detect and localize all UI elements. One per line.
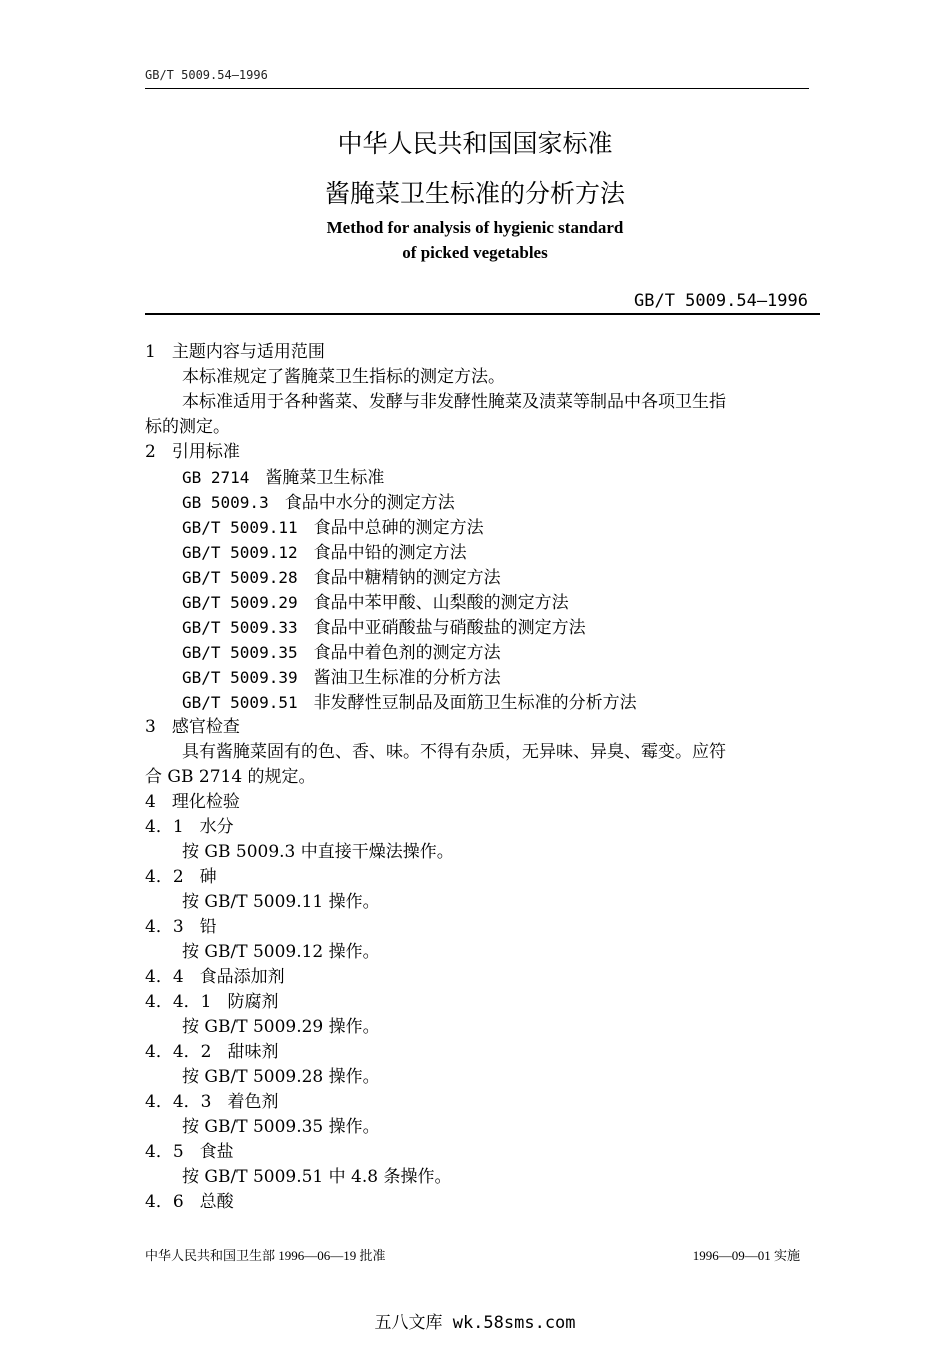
section-title: 主题内容与适用范围 [171,342,325,362]
subsection-heading [145,965,285,990]
header-rule [145,88,809,89]
subsection-number: 4．4 [145,967,184,987]
reference-item [182,540,467,565]
section-3-paragraph-line-1: 具有酱腌菜固有的色、香、味。不得有杂质，无异味、异臭、霉变。应符 [182,742,726,762]
subsection-number: 4．6 [145,1192,184,1212]
section-4-heading [145,790,240,815]
subsection-heading [145,990,278,1015]
footer-effective-date: 1996—09—01 实施 [692,1248,800,1263]
subsection-number: 4．3 [145,917,184,937]
subsection-number: 4．4．2 [145,1042,212,1062]
section-title: 理化检验 [171,792,240,812]
watermark: 五八文库 wk.58sms.com [374,1313,576,1333]
reference-code: GB/T 5009.33 [182,618,298,637]
subsection-title: 水分 [199,817,234,837]
subsection-title: 甜味剂 [227,1042,279,1062]
section-number: 3 [145,717,156,737]
subsection-number: 4．4．1 [145,992,212,1012]
reference-item [182,465,384,490]
subsection-number: 4．5 [145,1142,184,1162]
subsection-number: 4．4．3 [145,1092,212,1112]
reference-item [182,615,586,640]
reference-name: 食品中总砷的测定方法 [313,518,484,538]
reference-code: GB/T 5009.51 [182,693,298,712]
section-1-paragraph-2-line-2: 标的测定。 [145,417,230,437]
reference-item [182,515,484,540]
reference-code: GB/T 5009.12 [182,543,298,562]
subsection-heading [145,1140,234,1165]
subsection-heading [145,865,217,890]
subsection-title: 食品添加剂 [199,967,285,987]
subsection-text: 按 GB/T 5009.35 操作。 [182,1117,380,1137]
subsection-text: 按 GB/T 5009.11 操作。 [182,892,380,912]
reference-item [182,490,455,515]
subsection-title: 着色剂 [227,1092,279,1112]
title-document-en-line1: Method for analysis of hygienic standard [326,218,624,237]
subsection-title: 总酸 [199,1192,234,1212]
reference-code: GB/T 5009.39 [182,668,298,687]
section-number: 2 [145,442,156,462]
section-3-paragraph-line-2: 合 GB 2714 的规定。 [145,767,316,787]
reference-code: GB/T 5009.35 [182,643,298,662]
title-document-en-line2: of picked vegetables [402,243,548,262]
reference-code: GB/T 5009.11 [182,518,298,537]
section-number: 1 [145,342,156,362]
section-3-heading [145,715,240,740]
subsection-text: 按 GB/T 5009.28 操作。 [182,1067,380,1087]
reference-name: 食品中铅的测定方法 [313,543,467,563]
reference-name: 非发酵性豆制品及面筋卫生标准的分析方法 [313,693,637,713]
subsection-heading [145,815,234,840]
title-document-cn: 酱腌菜卫生标准的分析方法 [324,179,625,208]
subsection-title: 铅 [199,917,217,937]
title-national-standard: 中华人民共和国国家标准 [337,129,613,158]
reference-item [182,690,637,715]
reference-name: 食品中着色剂的测定方法 [313,643,501,663]
subsection-heading [145,915,217,940]
reference-name: 酱腌菜卫生标准 [265,468,385,488]
subsection-title: 防腐剂 [227,992,279,1012]
subsection-text: 按 GB/T 5009.51 中 4.8 条操作。 [182,1167,452,1187]
section-title: 感官检查 [171,717,240,737]
subsection-heading [145,1040,278,1065]
section-1-heading [145,340,325,365]
reference-name: 食品中亚硝酸盐与硝酸盐的测定方法 [313,618,586,638]
reference-item [182,640,501,665]
standard-code: GB/T 5009.54—1996 [634,291,808,311]
subsection-heading [145,1090,278,1115]
reference-name: 食品中糖精钠的测定方法 [313,568,501,588]
section-1-paragraph-1: 本标准规定了酱腌菜卫生指标的测定方法。 [182,367,505,387]
reference-item [182,565,501,590]
subsection-text: 按 GB 5009.3 中直接干燥法操作。 [182,842,454,862]
section-number: 4 [145,792,156,812]
reference-name: 酱油卫生标准的分析方法 [313,668,501,688]
reference-item [182,665,501,690]
section-1-paragraph-2-line-1: 本标准适用于各种酱菜、发酵与非发酵性腌菜及渍菜等制品中各项卫生指 [182,392,726,412]
subsection-text: 按 GB/T 5009.29 操作。 [182,1017,380,1037]
header-standard-code: GB/T 5009.54—1996 [145,68,268,82]
reference-code: GB/T 5009.29 [182,593,298,612]
section-2-heading [145,440,240,465]
reference-item [182,590,569,615]
subsection-number: 4．2 [145,867,184,887]
reference-name: 食品中水分的测定方法 [284,493,455,513]
subsection-number: 4．1 [145,817,184,837]
subsection-text: 按 GB/T 5009.12 操作。 [182,942,380,962]
reference-code: GB 2714 [182,468,250,487]
reference-code: GB 5009.3 [182,493,269,512]
subsection-title: 食盐 [199,1142,234,1162]
subsection-title: 砷 [199,867,217,887]
reference-name: 食品中苯甲酸、山梨酸的测定方法 [313,593,569,613]
reference-code: GB/T 5009.28 [182,568,298,587]
subsection-heading [145,1190,234,1215]
footer-approval: 中华人民共和国卫生部 1996—06—19 批准 [145,1248,386,1263]
section-title: 引用标准 [171,442,240,462]
title-rule [145,313,820,315]
